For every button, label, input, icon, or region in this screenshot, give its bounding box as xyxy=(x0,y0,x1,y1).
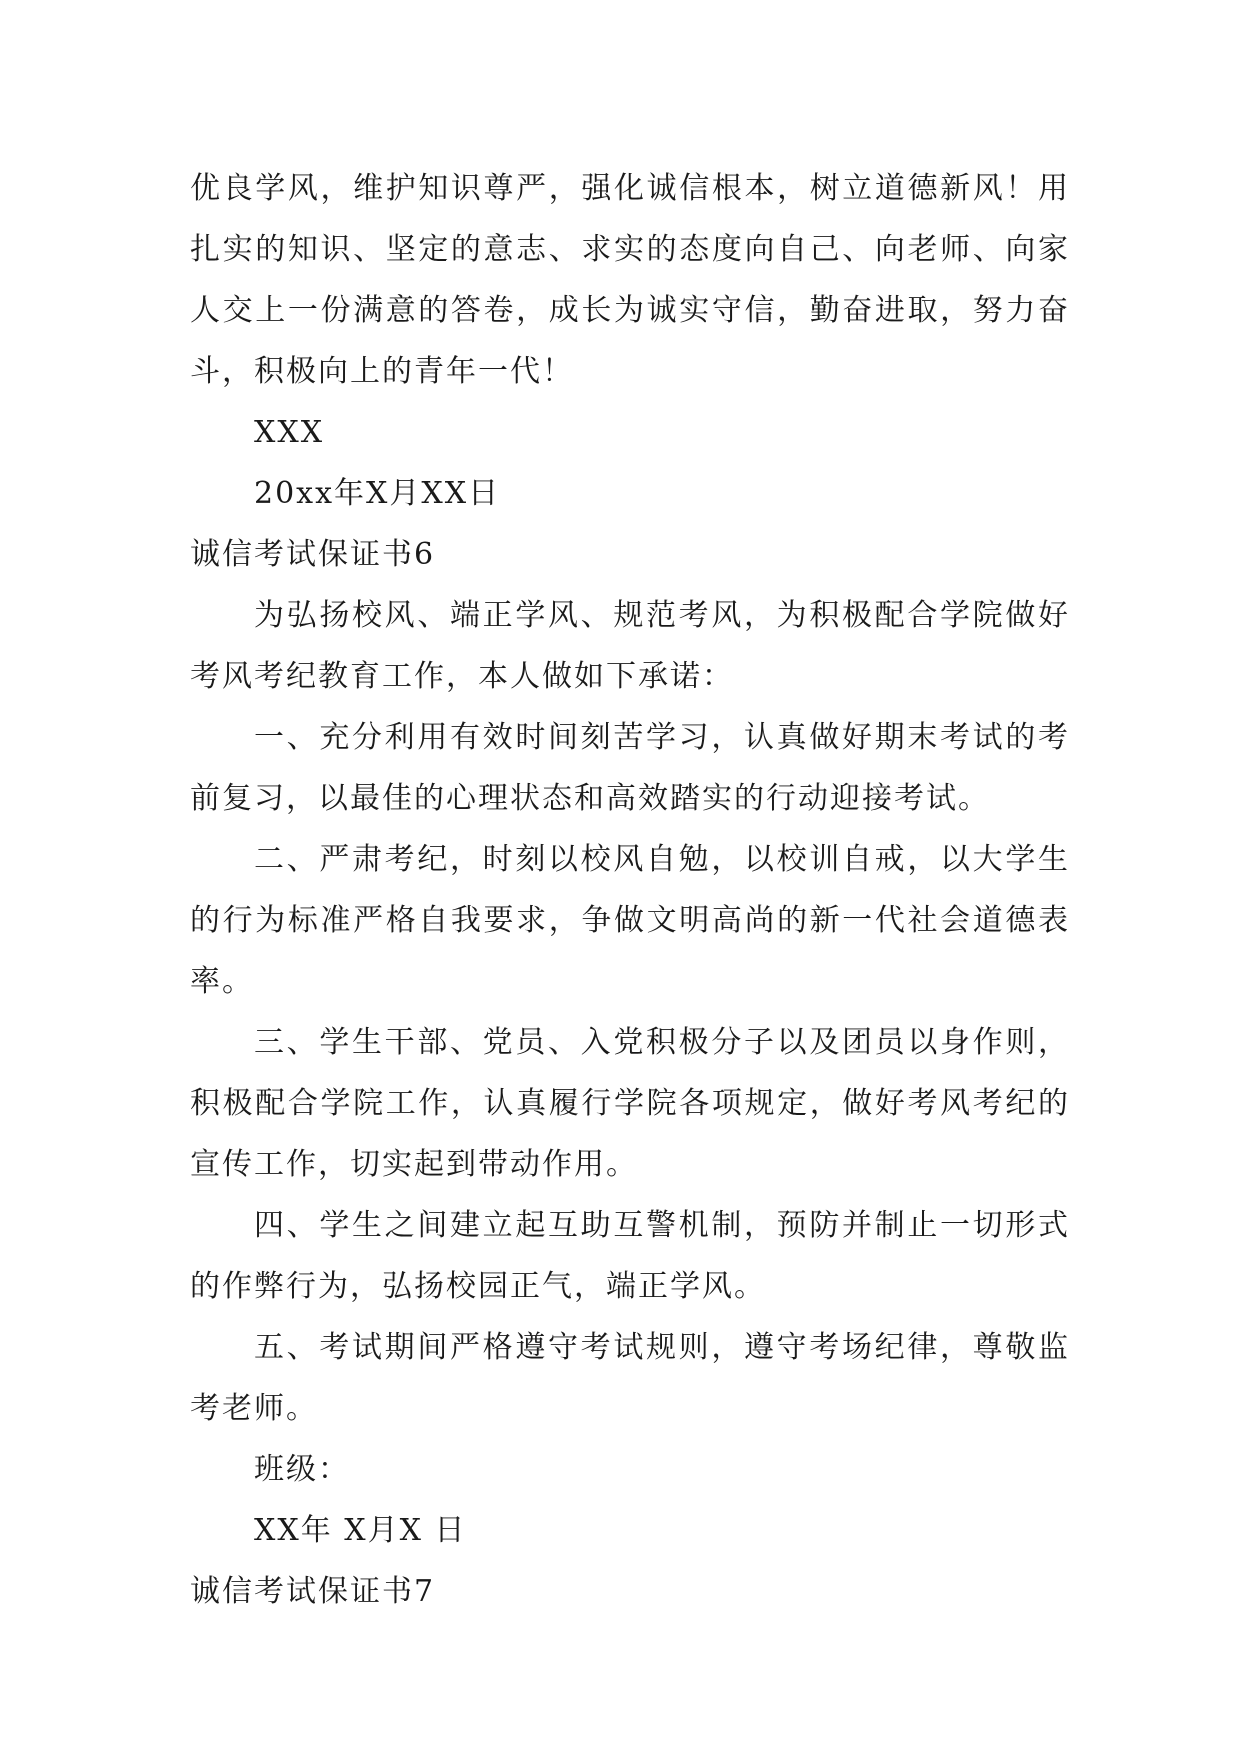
section-heading: 诚信考试保证书6 xyxy=(190,537,436,572)
class-label: 班级： xyxy=(254,1452,350,1487)
pledge-date: XX年 X月X 日 xyxy=(254,1513,467,1548)
signature-date: 20xx年X月XX日 xyxy=(254,476,501,511)
pledge-item: 一、充分利用有效时间刻苦学习，认真做好期末考试的考前复习，以最佳的心理状态和高效踏实的行动迎接考试。 xyxy=(190,720,1070,816)
pledge-item: 五、考试期间严格遵守考试规则，遵守考场纪律，尊敬监考老师。 xyxy=(190,1330,1070,1426)
pledge-item: 三、学生干部、党员、入党积极分子以及团员以身作则，积极配合学院工作，认真履行学院各项规定，做好考风考纪的宣传工作，切实起到带动作用。 xyxy=(190,1025,1070,1182)
paragraph: 优良学风，维护知识尊严，强化诚信根本，树立道德新风！用扎实的知识、坚定的意志、求实的态度向自己、向老师、向家人交上一份满意的答卷，成长为诚实守信，勤奋进取，努力奋斗，积极向上的青年一代！ xyxy=(190,171,1070,389)
signature-name: XXX xyxy=(254,415,325,450)
intro-paragraph: 为弘扬校风、端正学风、规范考风，为积极配合学院做好考风考纪教育工作，本人做如下承诺： xyxy=(190,598,1070,694)
document-body xyxy=(190,158,1070,1622)
section-heading: 诚信考试保证书7 xyxy=(190,1574,436,1609)
pledge-item: 四、学生之间建立起互助互警机制，预防并制止一切形式的作弊行为，弘扬校园正气，端正学风。 xyxy=(190,1208,1070,1304)
pledge-item: 二、严肃考纪，时刻以校风自勉，以校训自戒，以大学生的行为标准严格自我要求，争做文明高尚的新一代社会道德表率。 xyxy=(190,842,1070,999)
